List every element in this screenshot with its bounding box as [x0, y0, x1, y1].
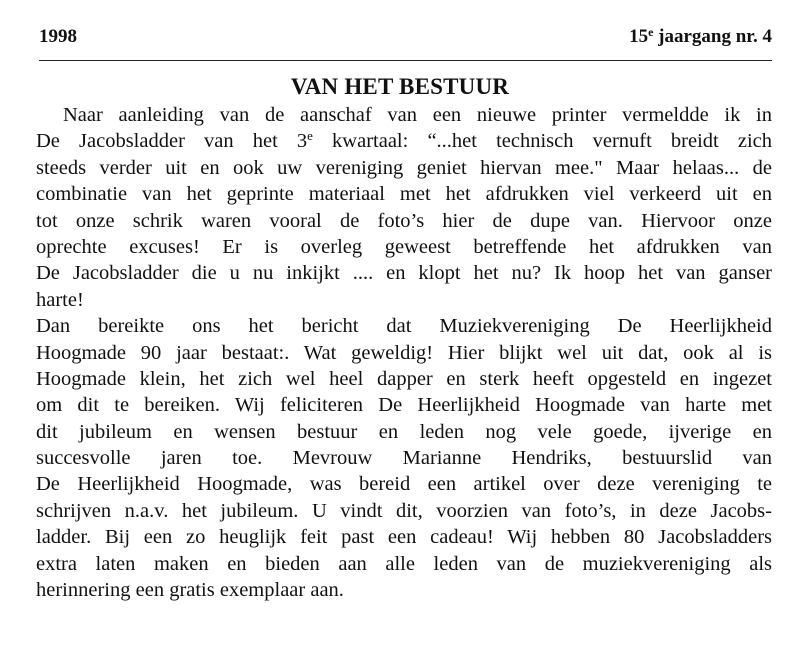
issue-number: 15 — [629, 26, 649, 47]
body-line: steeds verder uit en ook uw vereniging geniet hiervan mee." Maar helaas... de — [36, 156, 772, 179]
body-line: De Heerlijkheid Hoogmade, was bereid een artikel over deze vereniging te — [36, 473, 772, 496]
header-issue — [629, 26, 772, 48]
body-line: combinatie van het geprinte materiaal met het afdrukken viel verkeerd uit en — [36, 183, 772, 206]
body-line: tot onze schrik waren vooral de foto’s hier de dupe van. Hiervoor onze — [36, 209, 772, 232]
body-line: om dit te bereiken. Wij feliciteren De Heerlijkheid Hoogmade van harte met — [36, 394, 772, 417]
header-rule — [39, 60, 772, 61]
issue-superscript: e — [648, 25, 654, 39]
header-year: 1998 — [39, 26, 77, 47]
body-line: Hoogmade 90 jaar bestaat:. Wat geweldig! Hier blijkt wel uit dat, ook al is — [36, 341, 772, 364]
body-line: succesvolle jaren toe. Mevrouw Marianne Hendriks, bestuurslid van — [36, 447, 772, 470]
article-body — [36, 102, 772, 603]
issue-text: jaargang nr. 4 — [653, 26, 772, 47]
body-line-part: De Jacobsladder van het 3 — [36, 130, 308, 153]
body-line-part: kwartaal: “...het technisch vernuft breidt zich — [312, 130, 773, 153]
body-line: Naar aanleiding van de aanschaf van een nieuwe printer vermeldde ik in — [63, 104, 772, 126]
body-line: ladder. Bij een zo heuglijk feit past een cadeau! Wij hebben 80 Jacobsladders — [36, 526, 772, 549]
body-line: oprechte excuses! Er is overleg geweest betreffende het afdrukken van — [36, 235, 772, 258]
article-title: VAN HET BESTUUR — [290, 74, 510, 99]
body-line: extra laten maken en bieden aan alle leden van de muziekvereniging als — [36, 552, 772, 575]
body-line: De Jacobsladder die u nu inkijkt .... en klopt het nu? Ik hoop het van ganser — [36, 262, 772, 285]
body-line — [36, 128, 772, 154]
body-line: dit jubileum en wensen bestuur en leden nog vele goede, ijverige en — [36, 420, 772, 443]
body-line: Dan bereikte ons het bericht dat Muziekvereniging De Heerlijkheid — [36, 315, 772, 338]
ordinal-superscript: e — [307, 128, 313, 144]
body-line: Hoogmade klein, het zich wel heel dapper en sterk heeft opgesteld en ingezet — [36, 367, 772, 390]
running-header — [39, 26, 772, 52]
body-line: schrijven n.a.v. het jubileum. U vindt dit, voorzien van foto’s, in deze Jacobs- — [36, 499, 772, 522]
body-line: harte! — [36, 288, 84, 311]
body-line: herinnering een gratis exemplaar aan. — [36, 579, 344, 602]
